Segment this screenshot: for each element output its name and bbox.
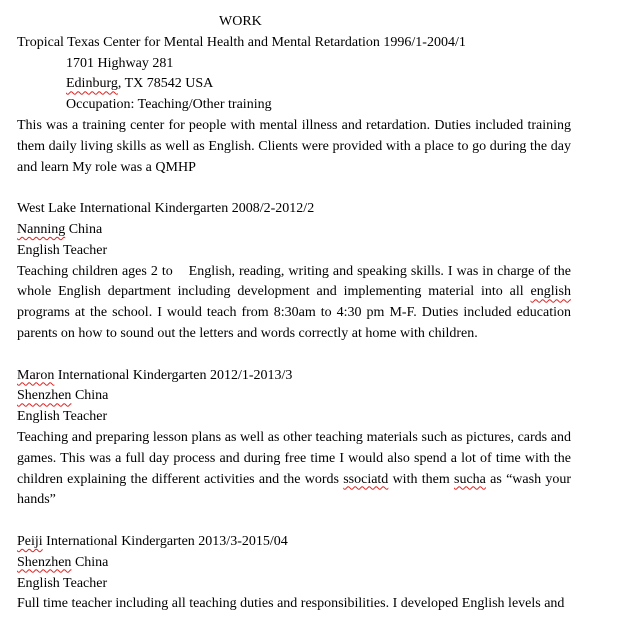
spellcheck-flag: sucha (454, 471, 486, 487)
job-2-desc-b: programs at the school. I would teach from 8:30am to 4:30 pm M-F. Duties included education parents on how to sound out the letters and words correctly at home with children. (17, 305, 571, 341)
job-3-location-rest: China (71, 388, 109, 404)
spellcheck-flag: Shenzhen (17, 554, 72, 570)
job-1-city-rest: , TX 78542 USA (117, 76, 214, 92)
resume-work-section (17, 12, 575, 615)
job-1-employer: Tropical Texas Center for Mental Health and Mental Retardation 1996/1-2004/1 (17, 34, 466, 50)
spellcheck-flag: ssociatd (343, 471, 389, 487)
spellcheck-flag: Edinburg (66, 76, 118, 92)
job-1-address: 1701 Highway 281 (66, 55, 174, 71)
job-4-location-rest: China (71, 554, 109, 570)
job-2-location-rest: China (65, 221, 103, 237)
spacer (17, 511, 571, 532)
job-4-employer (17, 532, 571, 553)
spellcheck-flag: Maron (17, 367, 55, 383)
spellcheck-flag: english (530, 284, 571, 300)
spellcheck-flag: Nanning (17, 221, 66, 237)
job-3-desc-b: with them (388, 471, 454, 487)
job-2-role: English Teacher (17, 242, 108, 258)
job-3-desc-c: as “wash your hands” (17, 471, 571, 508)
job-4-description: Full time teacher including all teaching duties and responsibilities. I developed English levels and (17, 596, 565, 612)
job-3-role: English Teacher (17, 409, 108, 425)
section-heading: WORK (219, 14, 262, 29)
job-3-desc-a: Teaching and preparing lesson plans as well as other teaching materials such as pictures, cards and games. This was a full day process and during free time I would also spend a lot of time with the children explaining the different activities and the words (17, 429, 571, 487)
spacer (17, 178, 571, 199)
job-2-location (17, 220, 571, 241)
job-3-location (17, 386, 571, 407)
job-2-employer: West Lake International Kindergarten 2008/2-2012/2 (17, 201, 315, 217)
job-2-description (17, 262, 575, 345)
job-1-occupation: Occupation: Teaching/Other training (66, 97, 272, 113)
spellcheck-flag: Peiji (17, 533, 43, 549)
job-1-city (17, 74, 571, 95)
spellcheck-flag: Shenzhen (17, 388, 72, 404)
job-3-employer-rest: International Kindergarten 2012/1-2013/3 (54, 367, 293, 383)
job-4-employer-rest: International Kindergarten 2013/3-2015/04 (42, 533, 288, 549)
job-4-location (17, 553, 571, 574)
spacer (17, 345, 571, 366)
job-1-description: This was a training center for people with mental illness and retardation. Duties included training them daily living skills as well as English. Clients were provided with a place to go during the day and learn My role was a QMHP (17, 117, 571, 175)
job-3-employer (17, 366, 571, 387)
job-3-description (17, 428, 571, 511)
job-2-desc-a: Teaching children ages 2 to English, reading, writing and speaking skills. I was in charge of the whole English department including development and implementing material into all (17, 263, 575, 300)
job-4-role: English Teacher (17, 575, 108, 591)
